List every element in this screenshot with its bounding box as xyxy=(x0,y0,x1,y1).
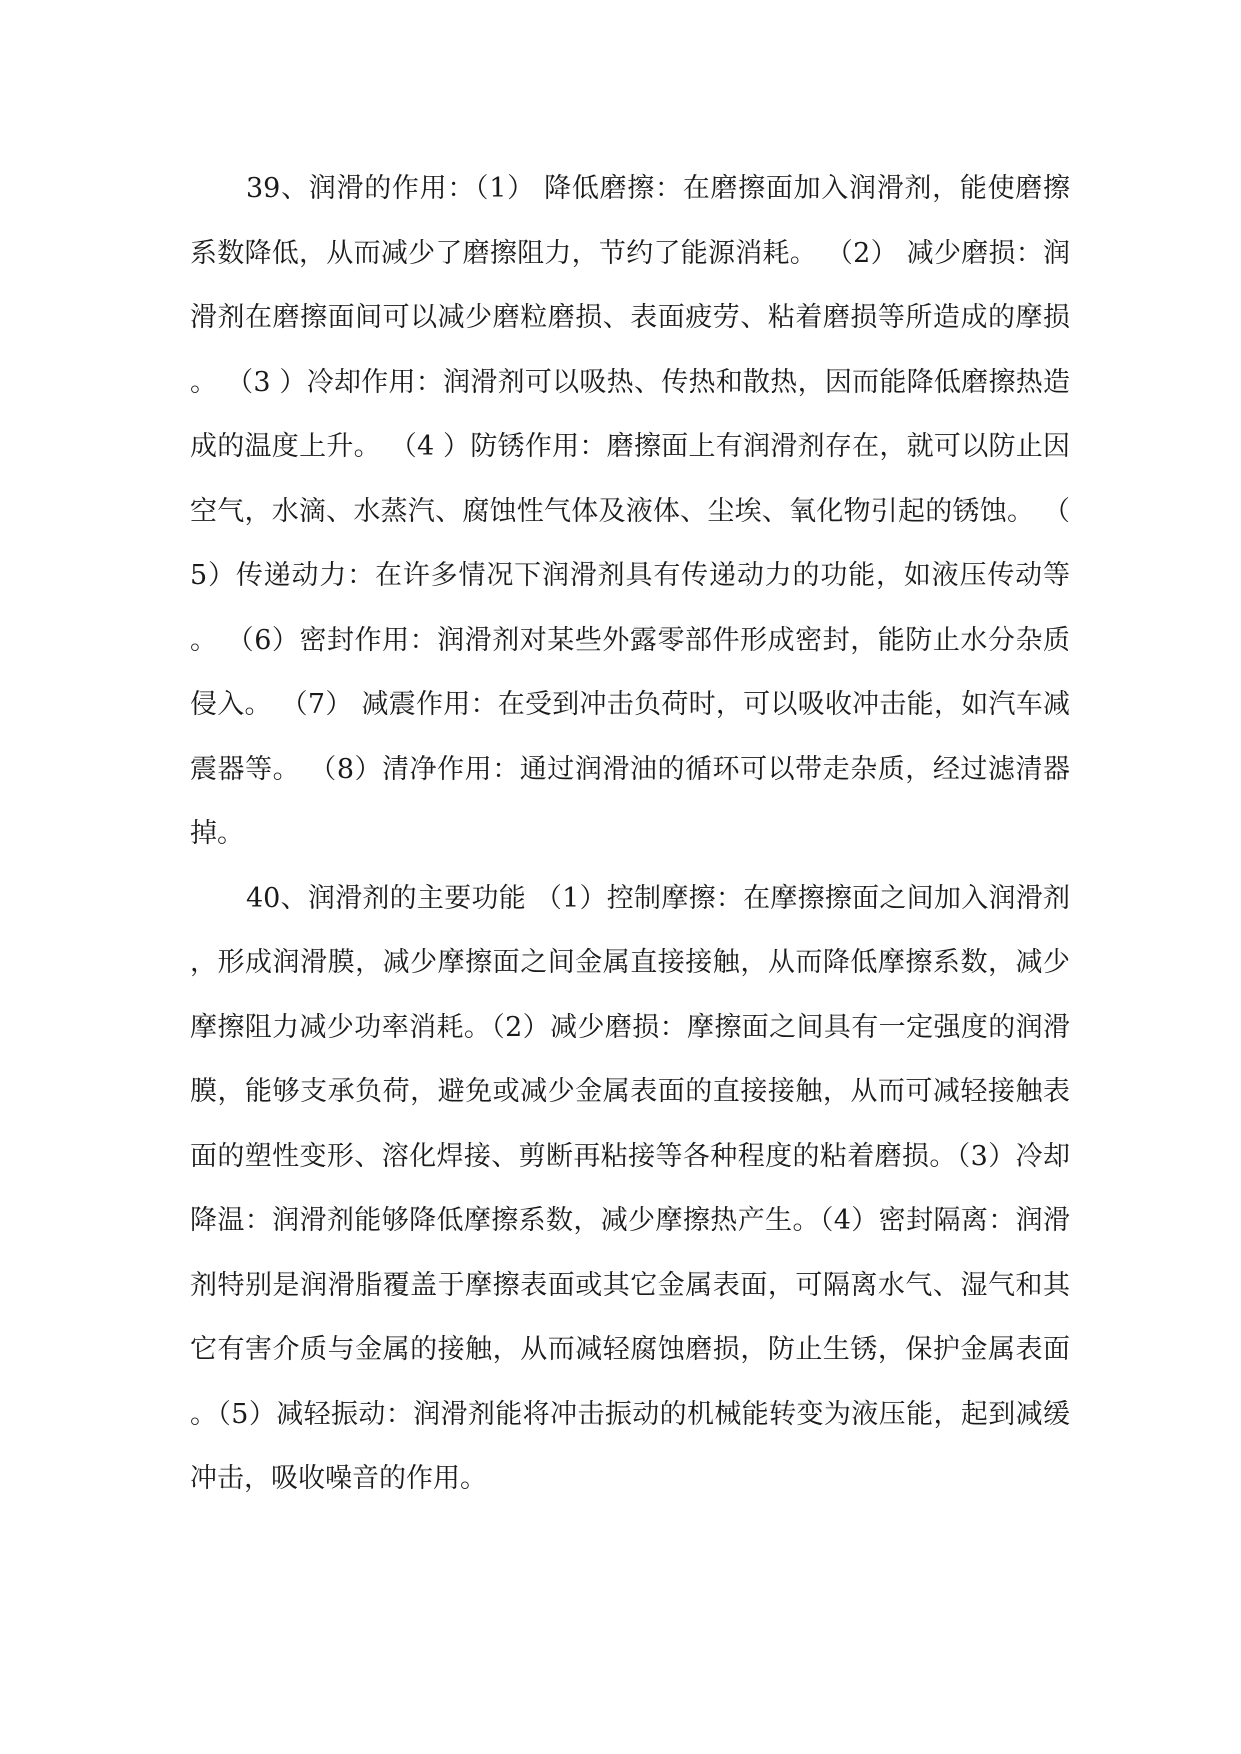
paragraph-40-lubricant-main-functions: 40、润滑剂的主要功能 （1）控制摩擦：在摩擦擦面之间加入润滑剂，形成润滑膜，减少摩擦面之间金属直接接触，从而降低摩擦系数，减少摩擦阻力减少功率消耗。（2）减少磨损：摩擦面之间具有一定强度的润滑膜，能够支承负荷，避免或减少金属表面的直接接触，从而可减轻接触表面的塑性变形、溶化焊接、剪断再粘接等各种程度的粘着磨损。（3）冷却降温：润滑剂能够降低摩擦系数，减少摩擦热产生。（4）密封隔离：润滑剂特别是润滑脂覆盖于摩擦表面或其它金属表面，可隔离水气、湿气和其它有害介质与金属的接触，从而减轻腐蚀磨损，防止生锈，保护金属表面。（5）减轻振动：润滑剂能将冲击振动的机械能转变为液压能，起到减缓冲击，吸收噪音的作用。 xyxy=(190,882,1070,1494)
paragraph-39-lubrication-functions: 39、润滑的作用：（1） 降低磨擦：在磨擦面加入润滑剂，能使磨擦系数降低，从而减少了磨擦阻力，节约了能源消耗。 （2） 减少磨损：润滑剂在磨擦面间可以减少磨粒磨损、表面疲劳、粘着磨损等所造成的摩损。 （3 ）冷却作用：润滑剂可以吸热、传热和散热，因而能降低磨擦热造成的温度上升。 （4 ）防锈作用：磨擦面上有润滑剂存在，就可以防止因空气，水滴、水蒸汽、腐蚀性气体及液体、尘埃、氧化物引起的锈蚀。 （5）传递动力：在许多情况下润滑剂具有传递动力的功能，如液压传动等。 （6）密封作用：润滑剂对某些外露零部件形成密封，能防止水分杂质侵入。 （7） 减震作用：在受到冲击负荷时，可以吸收冲击能，如汽车减震器等。 （8）清净作用：通过润滑油的循环可以带走杂质，经过滤清器掉。 xyxy=(190,173,1070,849)
document-body xyxy=(190,157,1070,1512)
